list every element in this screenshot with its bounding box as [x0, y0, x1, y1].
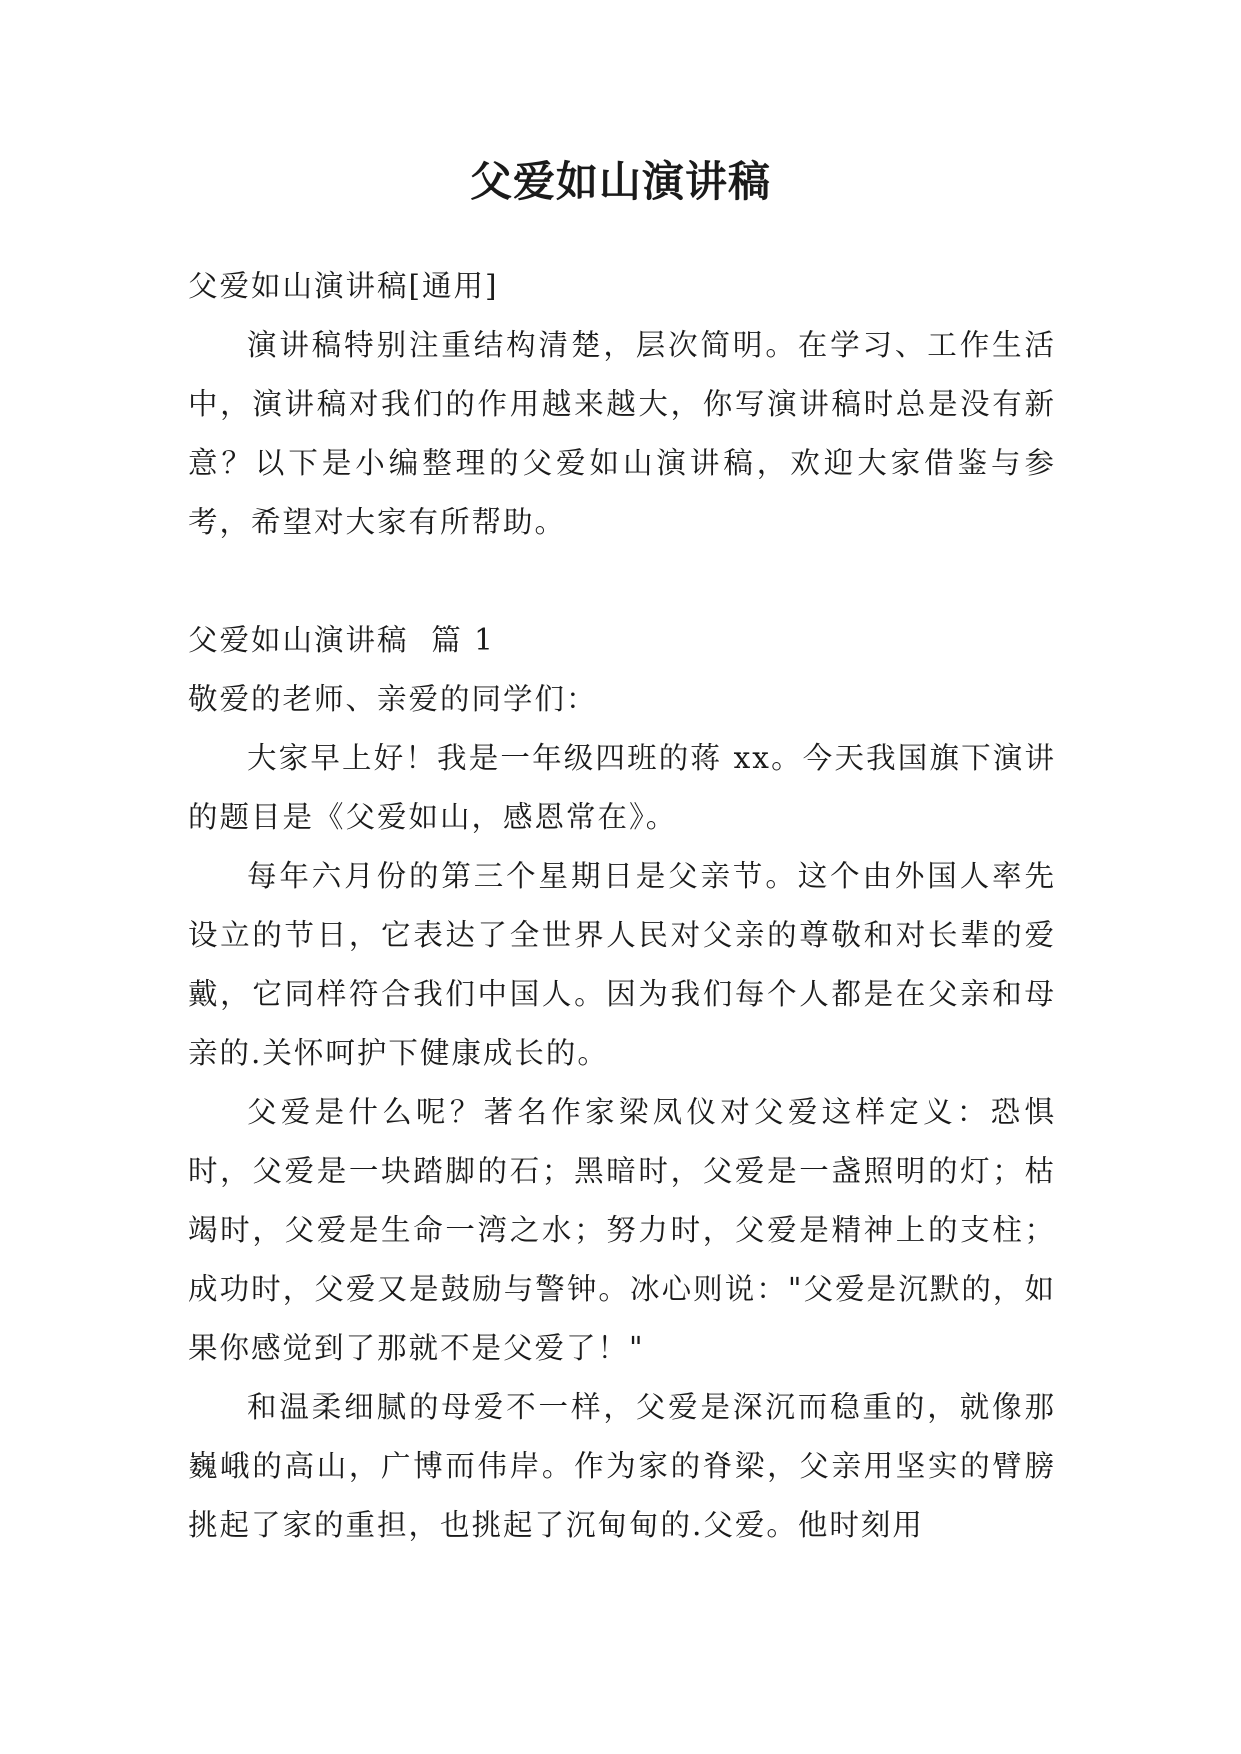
section-heading: 父爱如山演讲稿 篇 1 — [188, 623, 495, 657]
speech-paragraph: 和温柔细腻的母爱不一样，父爱是深沉而稳重的，就像那巍峨的高山，广博而伟岸。作为家的脊梁，父亲用坚实的臂膀挑起了家的重担，也挑起了沉甸甸的.父爱。他时刻用 — [188, 1390, 1056, 1542]
document-subtitle: 父爱如山演讲稿[通用] — [188, 269, 499, 303]
paragraph-gap — [188, 552, 1056, 611]
speech-paragraph: 大家早上好！我是一年级四班的蒋 xx。今天我国旗下演讲的题目是《父爱如山，感恩常在》。 — [188, 741, 1056, 834]
document-body — [188, 257, 1056, 1555]
salutation: 敬爱的老师、亲爱的同学们： — [188, 682, 598, 716]
speech-paragraph: 父爱是什么呢？著名作家梁凤仪对父爱这样定义：恐惧时，父爱是一块踏脚的石；黑暗时，父爱是一盏照明的灯；枯竭时，父爱是生命一湾之水；努力时，父爱是精神上的支柱；成功时，父爱又是鼓励与警钟。冰心则说："父爱是沉默的，如果你感觉到了那就不是父爱了！" — [188, 1095, 1056, 1365]
document-title: 父爱如山演讲稿 — [469, 157, 771, 206]
intro-paragraph: 演讲稿特别注重结构清楚，层次简明。在学习、工作生活中，演讲稿对我们的作用越来越大，你写演讲稿时总是没有新意？以下是小编整理的父爱如山演讲稿，欢迎大家借鉴与参考，希望对大家有所帮助。 — [188, 328, 1056, 539]
speech-paragraph: 每年六月份的第三个星期日是父亲节。这个由外国人率先设立的节日，它表达了全世界人民对父亲的尊敬和对长辈的爱戴，它同样符合我们中国人。因为我们每个人都是在父亲和母亲的.关怀呵护下健康成长的。 — [188, 859, 1056, 1070]
